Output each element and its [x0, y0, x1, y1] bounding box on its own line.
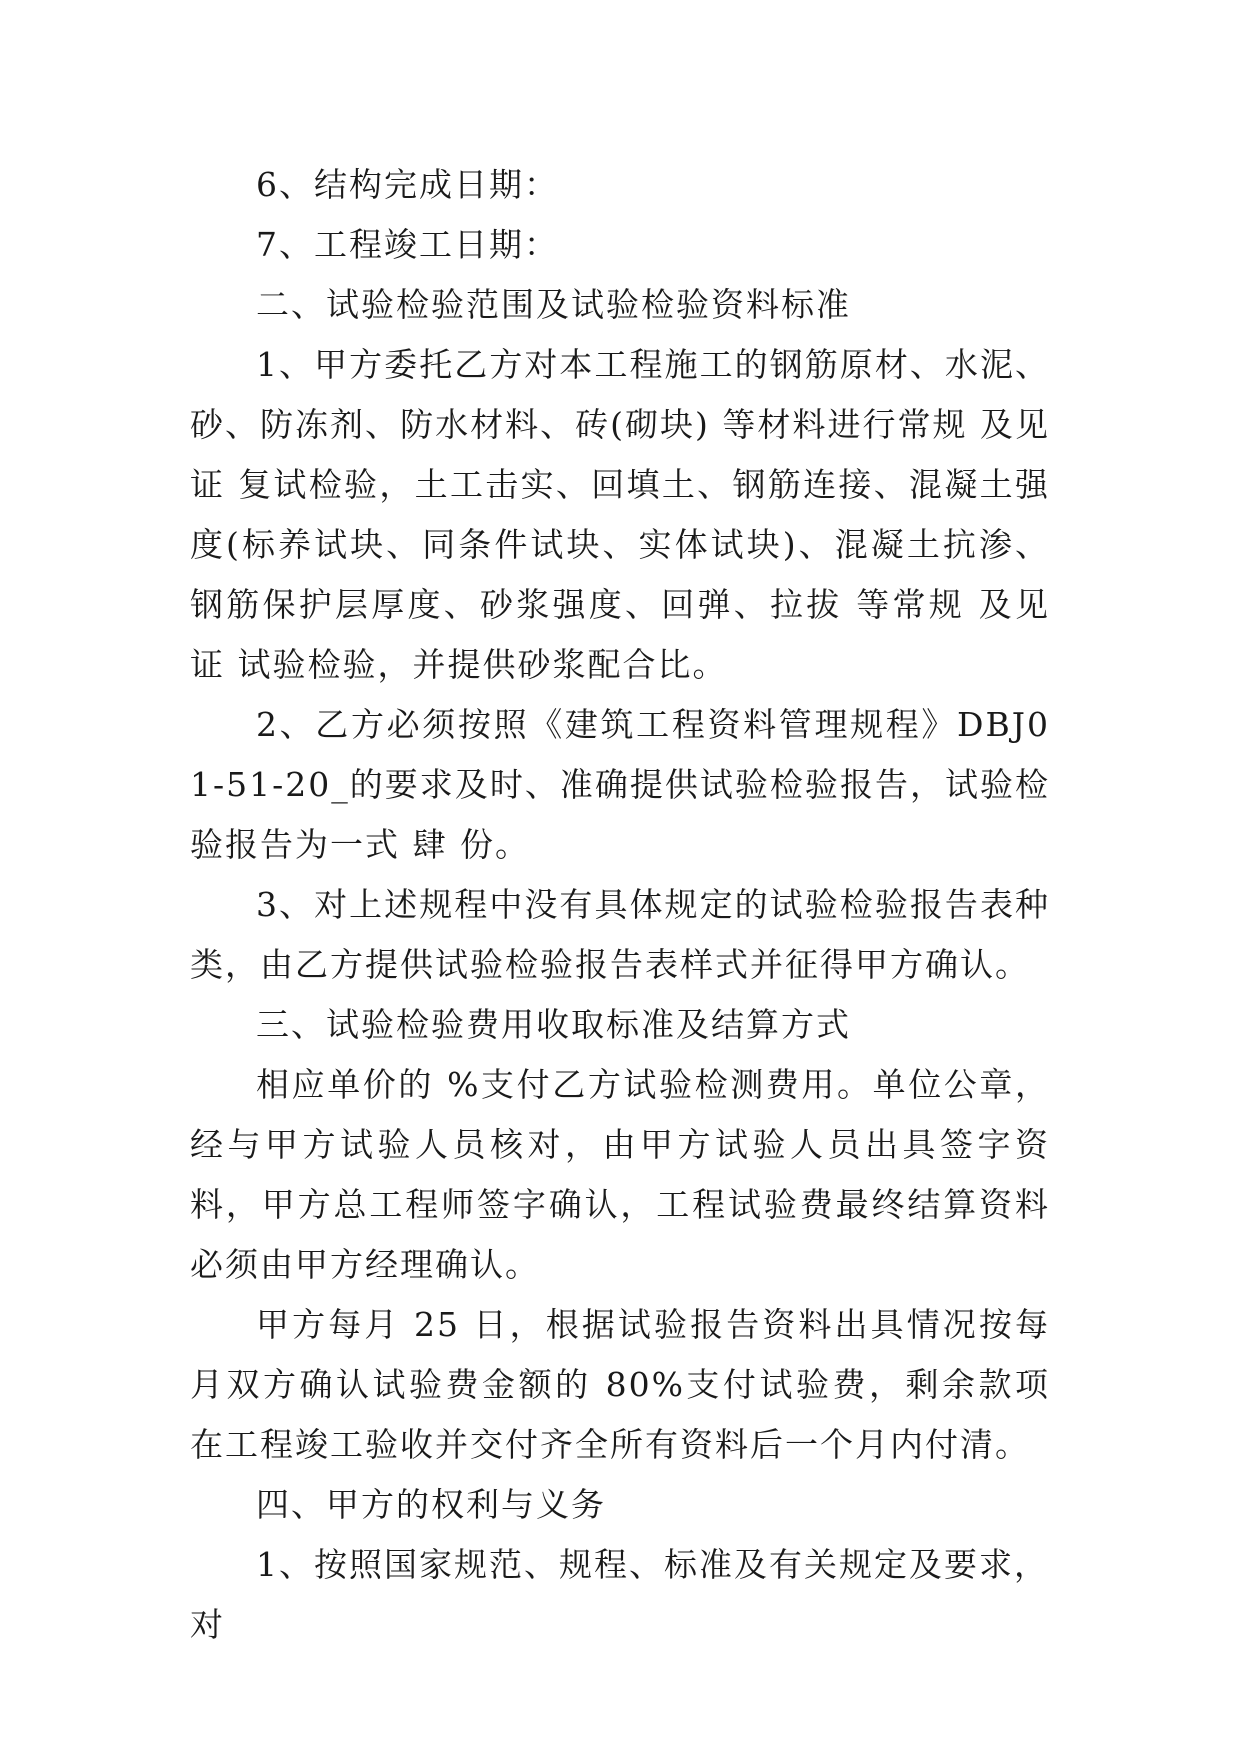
section-heading-3: 三、试验检验费用收取标准及结算方式	[256, 1005, 851, 1044]
fee-paragraph-1: 相应单价的 %支付乙方试验检测费用。单位公章，经与甲方试验人员核对，由甲方试验人员出具签字资料，甲方总工程师签字确认，工程试验费最终结算资料必须由甲方经理确认。	[190, 1065, 1050, 1284]
document-body	[190, 155, 1050, 1655]
fee-paragraph-2: 甲方每月 25 日，根据试验报告资料出具情况按每月双方确认试验费金额的 80%支付试验费，剩余款项在工程竣工验收并交付齐全所有资料后一个月内付清。	[190, 1305, 1050, 1464]
clause-2-2: 2、乙方必须按照《建筑工程资料管理规程》DBJ01-51-20_的要求及时、准确提供试验检验报告，试验检验报告为一式 肆 份。	[190, 705, 1050, 864]
section-heading-4: 四、甲方的权利与义务	[256, 1485, 606, 1524]
clause-2-3: 3、对上述规程中没有具体规定的试验检验报告表种类，由乙方提供试验检验报告表样式并征得甲方确认。	[190, 885, 1050, 984]
item-project-completion-date: 7、工程竣工日期：	[256, 225, 559, 264]
clause-4-1: 1、按照国家规范、规程、标准及有关规定及要求，对	[190, 1545, 1049, 1644]
clause-2-1: 1、甲方委托乙方对本工程施工的钢筋原材、水泥、砂、防冻剂、防水材料、砖(砌块) 等材料进行常规 及见证 复试检验，土工击实、回填土、钢筋连接、混凝土强度(标养试块、同条件试块、实体试块)、混凝土抗渗、钢筋保护层厚度、砂浆强度、回弹、拉拔 等常规 及见证 试验检验，并提供砂浆配合比。	[190, 345, 1050, 684]
section-heading-2: 二、试验检验范围及试验检验资料标准	[256, 285, 851, 324]
item-structure-completion-date: 6、结构完成日期：	[256, 165, 559, 204]
